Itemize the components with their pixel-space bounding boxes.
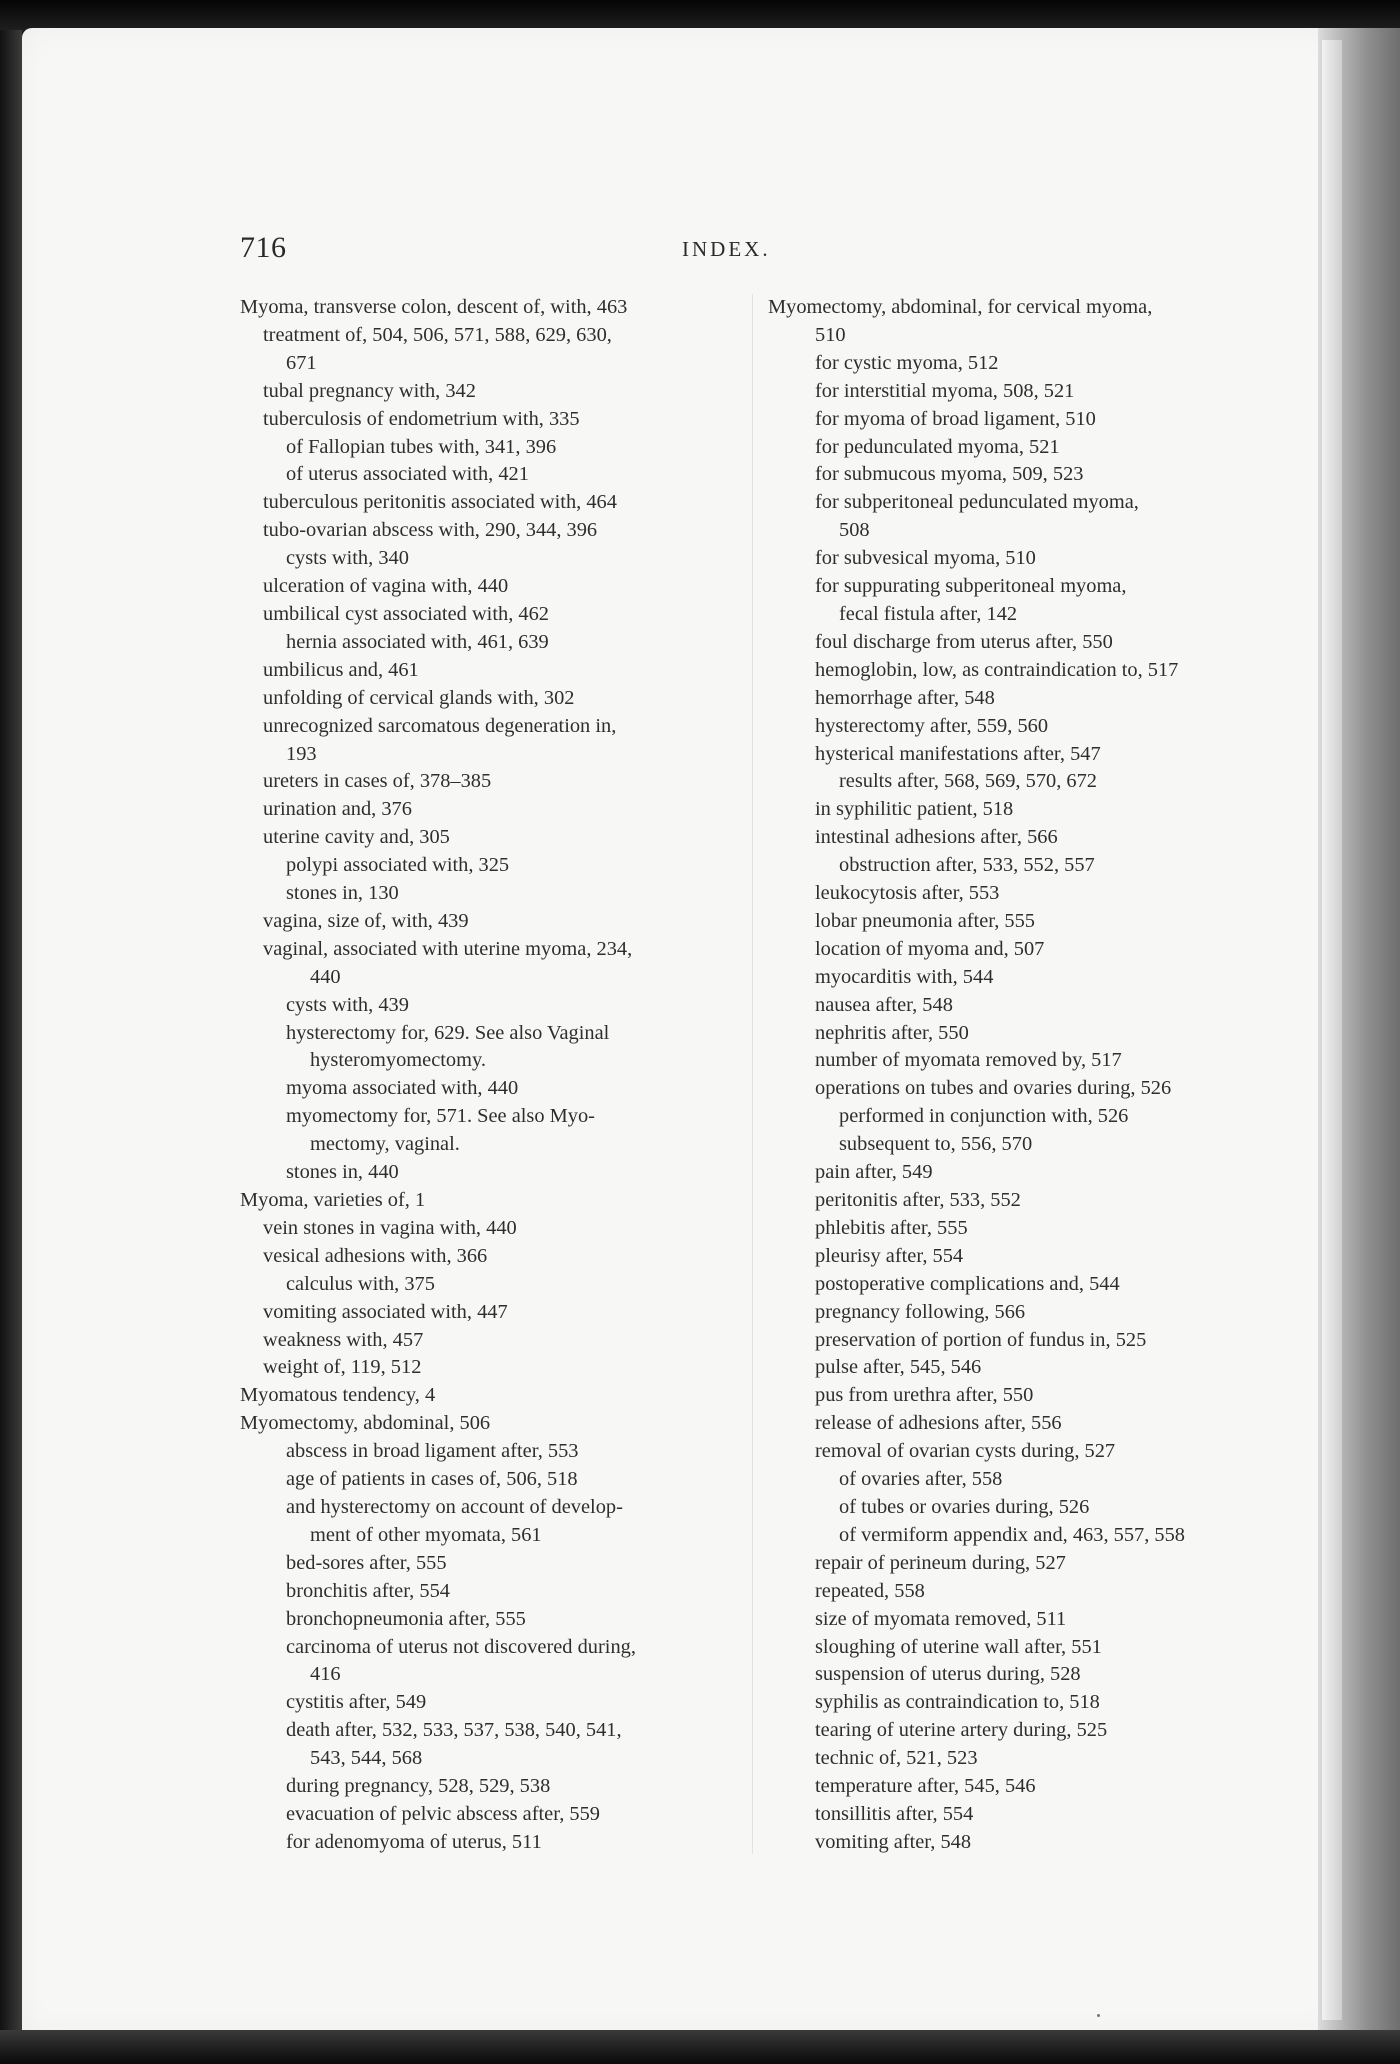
index-column-right [748,294,1258,1857]
index-entry: urination and, 376 [263,798,412,821]
index-entry: pus from urethra after, 550 [815,1384,1034,1407]
index-entry: for cystic myoma, 512 [815,351,999,374]
index-entry: pain after, 549 [815,1161,933,1184]
page-header [22,231,1337,271]
index-entry: performed in conjunction with, 526 [839,1105,1129,1128]
index-entry: treatment of, 504, 506, 571, 588, 629, 630, [263,323,612,346]
index-entry: tuberculous peritonitis associated with, 464 [263,491,617,514]
index-entry: hemoglobin, low, as contraindication to, 517 [815,658,1179,681]
index-entry: stones in, 440 [286,1161,399,1184]
index-entry: operations on tubes and ovaries during, 526 [815,1077,1172,1100]
index-entry: for suppurating subperitoneal myoma, [815,575,1127,598]
index-entry: technic of, 521, 523 [815,1747,978,1770]
index-entry: in syphilitic patient, 518 [815,798,1014,821]
index-entry: repeated, 558 [815,1579,925,1602]
index-entry: ulceration of vagina with, 440 [263,575,509,598]
index-entry: phlebitis after, 555 [815,1216,968,1239]
index-entry: location of myoma and, 507 [815,937,1045,960]
index-entry: age of patients in cases of, 506, 518 [286,1468,578,1491]
index-entry: Myomatous tendency, 4 [240,1384,436,1407]
index-entry: for pedunculated myoma, 521 [815,435,1060,458]
index-entry: hernia associated with, 461, 639 [286,630,549,653]
index-entry: death after, 532, 533, 537, 538, 540, 541, [286,1719,622,1742]
book-page [22,28,1337,2033]
index-entry: Myomectomy, abdominal, 506 [240,1412,491,1435]
index-entry: cystitis after, 549 [286,1691,427,1714]
index-entry: pulse after, 545, 546 [815,1356,982,1379]
index-entry: pregnancy following, 566 [815,1300,1026,1323]
scan-border-bottom [0,2030,1400,2064]
index-entry: myocarditis with, 544 [815,965,994,988]
index-entry: tubo-ovarian abscess with, 290, 344, 396 [263,519,598,542]
index-entry: temperature after, 545, 546 [815,1775,1036,1798]
index-entry: of tubes or ovaries during, 526 [839,1495,1090,1518]
index-entry: 543, 544, 568 [310,1747,423,1770]
index-entry: postoperative complications and, 544 [815,1272,1120,1295]
index-entry: weight of, 119, 512 [263,1356,422,1379]
index-entry: myoma associated with, 440 [286,1077,519,1100]
index-entry: of ovaries after, 558 [839,1468,1003,1491]
index-entry: vomiting after, 548 [815,1830,972,1853]
index-entry: uterine cavity and, 305 [263,826,450,849]
page-number: 716 [240,231,287,264]
index-entry: 440 [310,965,341,988]
index-entry: and hysterectomy on account of develop- [286,1495,623,1518]
index-entry: umbilical cyst associated with, 462 [263,602,549,625]
index-entry: Myoma, varieties of, 1 [240,1189,426,1211]
index-entry: polypi associated with, 325 [286,854,510,877]
index-entry: vomiting associated with, 447 [263,1300,508,1323]
index-entry: bed-sores after, 555 [286,1551,447,1574]
index-entry: for myoma of broad ligament, 510 [815,407,1096,430]
index-entry: lobar pneumonia after, 555 [815,909,1036,932]
index-entry: ureters in cases of, 378–385 [263,770,492,793]
index-entry: intestinal adhesions after, 566 [815,826,1058,849]
index-entry: of Fallopian tubes with, 341, 396 [286,435,557,458]
index-entry: preservation of portion of fundus in, 525 [815,1328,1147,1351]
index-entry: bronchitis after, 554 [286,1579,450,1602]
index-entry: for subvesical myoma, 510 [815,547,1036,570]
index-entry: hysterical manifestations after, 547 [815,742,1101,765]
index-entry: Myoma, transverse colon, descent of, with, 463 [240,296,628,318]
index-entry: subsequent to, 556, 570 [839,1133,1033,1156]
scan-border-top [0,0,1400,30]
index-entry: of vermiform appendix and, 463, 557, 558 [839,1523,1186,1546]
index-entry: vesical adhesions with, 366 [263,1244,488,1267]
index-entry: syphilis as contraindication to, 518 [815,1691,1100,1714]
index-entry: weakness with, 457 [263,1328,424,1351]
index-entry: hysterectomy after, 559, 560 [815,714,1049,737]
index-entry: results after, 568, 569, 570, 672 [839,770,1097,793]
index-entry: hemorrhage after, 548 [815,686,995,709]
index-entry: for interstitial myoma, 508, 521 [815,379,1075,402]
book-spine-shadow [0,30,22,2034]
index-entry: obstruction after, 533, 552, 557 [839,854,1095,877]
index-entry: calculus with, 375 [286,1272,435,1295]
index-entry: removal of ovarian cysts during, 527 [815,1440,1116,1463]
index-entry: during pregnancy, 528, 529, 538 [286,1775,551,1798]
index-entry: hysterectomy for, 629. See also Vaginal [286,1021,610,1044]
index-entry: vagina, size of, with, 439 [263,909,469,932]
index-entry: tubal pregnancy with, 342 [263,379,476,402]
index-entry: fecal fistula after, 142 [839,602,1018,625]
index-entry: repair of perineum during, 527 [815,1551,1066,1574]
index-entry: evacuation of pelvic abscess after, 559 [286,1802,600,1825]
index-entry: vaginal, associated with uterine myoma, 234, [263,937,633,960]
index-entry: pleurisy after, 554 [815,1244,964,1267]
index-entry: stones in, 130 [286,882,399,905]
index-column-left [240,294,745,1857]
index-entry: 671 [286,351,317,374]
index-entry: of uterus associated with, 421 [286,463,529,486]
running-head: INDEX. [682,237,771,261]
index-entry: bronchopneumonia after, 555 [286,1607,526,1630]
index-entry: 416 [310,1663,341,1686]
index-entry: hysteromyomectomy. [310,1049,486,1072]
index-entry: umbilicus and, 461 [263,658,419,681]
index-entry: vein stones in vagina with, 440 [263,1216,517,1239]
index-entry: leukocytosis after, 553 [815,882,1000,905]
index-entry: mectomy, vaginal. [310,1133,460,1156]
index-entry: 193 [286,742,317,765]
index-entry: tearing of uterine artery during, 525 [815,1719,1108,1742]
index-entry: peritonitis after, 533, 552 [815,1189,1021,1211]
index-entry: abscess in broad ligament after, 553 [286,1440,579,1463]
index-entry: unfolding of cervical glands with, 302 [263,686,575,709]
index-entry: number of myomata removed by, 517 [815,1049,1122,1072]
index-entry: Myomectomy, abdominal, for cervical myoma, [768,296,1153,318]
index-entry: carcinoma of uterus not discovered during, [286,1635,636,1658]
index-entry: cysts with, 439 [286,993,409,1016]
page-speck [1097,2014,1100,2017]
index-entry: myomectomy for, 571. See also Myo- [286,1105,595,1128]
index-entry: suspension of uterus during, 528 [815,1663,1081,1686]
index-entry: 508 [839,519,870,542]
index-entry: release of adhesions after, 556 [815,1412,1062,1435]
index-entry: 510 [815,323,846,346]
index-entry: nephritis after, 550 [815,1021,969,1044]
index-entry: unrecognized sarcomatous degeneration in, [263,714,617,737]
index-entry: ment of other myomata, 561 [310,1523,542,1546]
index-entry: for adenomyoma of uterus, 511 [286,1830,542,1853]
index-entry: tonsillitis after, 554 [815,1802,974,1825]
index-entry: foul discharge from uterus after, 550 [815,630,1113,653]
index-entry: for submucous myoma, 509, 523 [815,463,1084,486]
index-entry: for subperitoneal pedunculated myoma, [815,491,1139,514]
index-entry: sloughing of uterine wall after, 551 [815,1635,1102,1658]
index-entry: nausea after, 548 [815,993,953,1016]
index-entry: size of myomata removed, 511 [815,1607,1067,1630]
page-edge-highlight [1322,40,1342,2020]
index-entry: cysts with, 340 [286,547,409,570]
index-entry: tuberculosis of endometrium with, 335 [263,407,580,430]
